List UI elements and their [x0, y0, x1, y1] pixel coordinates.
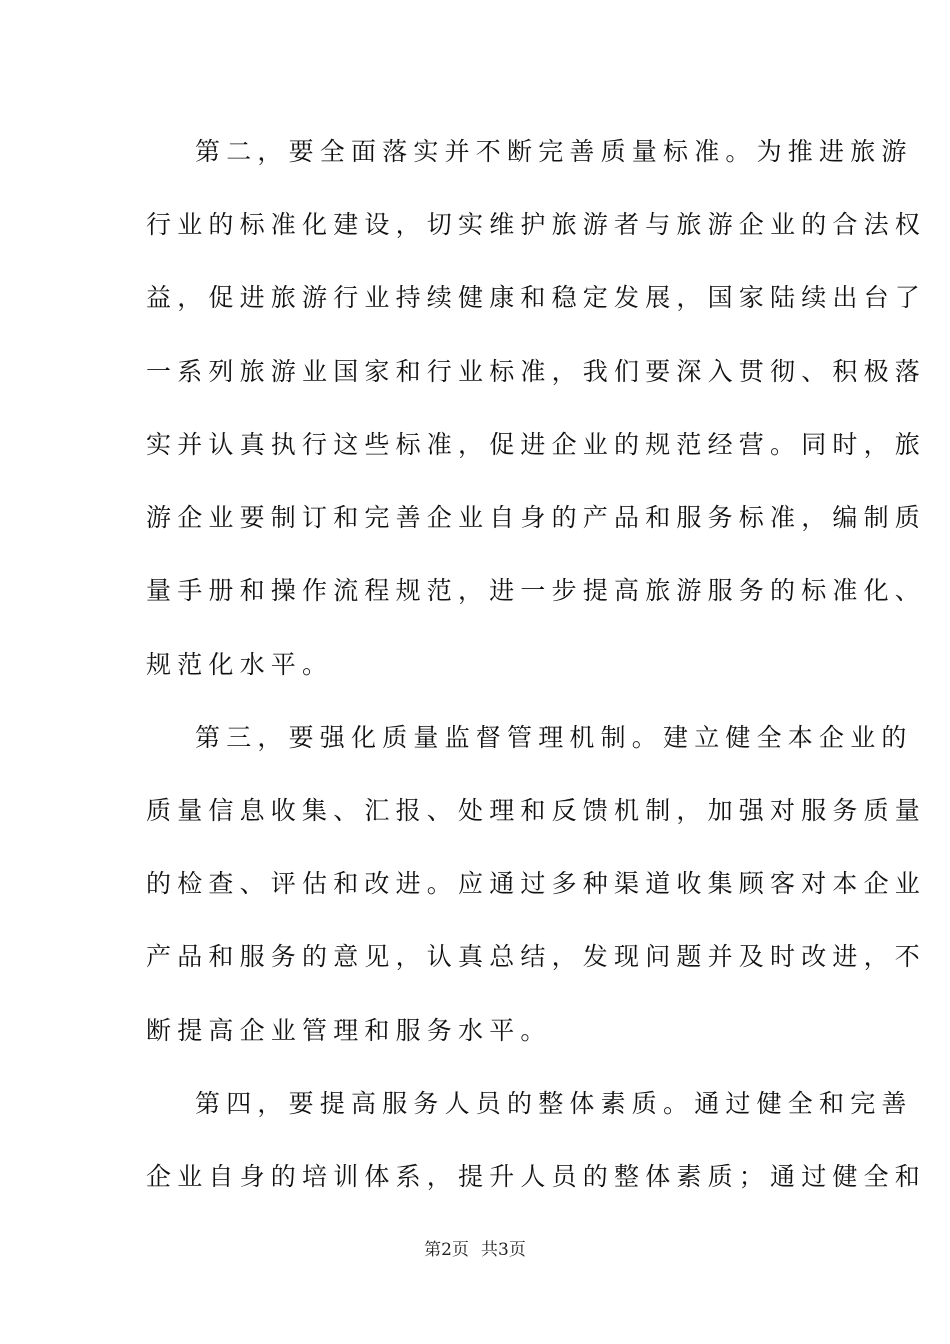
paragraph-line: 行业的标准化建设，切实维护旅游者与旅游企业的合法权 — [146, 210, 927, 239]
paragraph-line: 规范化水平。 — [146, 650, 334, 679]
paragraph-line: 一系列旅游业国家和行业标准，我们要深入贯彻、积极落 — [146, 357, 927, 386]
page-footer — [0, 1238, 950, 1262]
paragraph-line: 第三，要强化质量监督管理机制。建立健全本企业的 — [195, 723, 913, 752]
paragraph-line: 的检查、评估和改进。应通过多种渠道收集顾客对本企业 — [146, 869, 927, 898]
page-total: 共3页 — [481, 1240, 526, 1260]
paragraph-line: 实并认真执行这些标准，促进企业的规范经营。同时，旅 — [146, 430, 927, 459]
paragraph-line: 游企业要制订和完善企业自身的产品和服务标准，编制质 — [146, 503, 927, 532]
paragraph-line: 质量信息收集、汇报、处理和反馈机制，加强对服务质量 — [146, 796, 927, 825]
paragraph-line: 断提高企业管理和服务水平。 — [146, 1016, 552, 1045]
paragraph-line: 益，促进旅游行业持续健康和稳定发展，国家陆续出台了 — [146, 283, 927, 312]
paragraph-line: 第二，要全面落实并不断完善质量标准。为推进旅游 — [195, 137, 913, 166]
page-number: 第2页 — [424, 1240, 469, 1260]
paragraph-line: 企业自身的培训体系，提升人员的整体素质；通过健全和 — [146, 1162, 927, 1191]
paragraph-line: 量手册和操作流程规范，进一步提高旅游服务的标准化、 — [146, 576, 927, 605]
paragraph-line: 产品和服务的意见，认真总结，发现问题并及时改进，不 — [146, 942, 927, 971]
paragraph-line: 第四，要提高服务人员的整体素质。通过健全和完善 — [195, 1089, 913, 1118]
